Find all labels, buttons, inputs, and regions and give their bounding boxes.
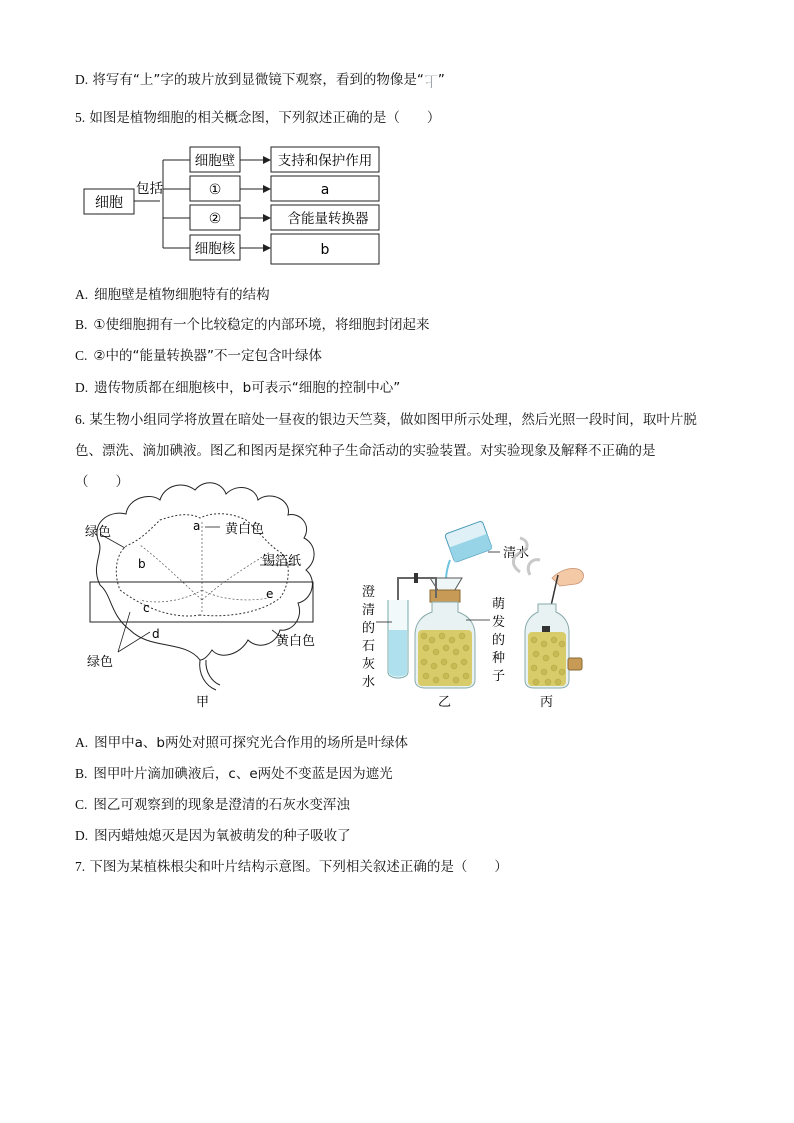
question-text: 如图是植物细胞的相关概念图，下列叙述正确的是（ ） [89, 110, 441, 126]
option-label: D. [75, 828, 89, 843]
question-text: 色、漂洗、滴加碘液。图乙和图丙是探究种子生命活动的实验装置。对实验现象及解释不正确的是 [75, 443, 656, 459]
option-text-end: ” [437, 72, 445, 88]
figure-jia-leaf [85, 483, 315, 710]
function-label-a: a [320, 182, 330, 198]
option-label: A. [75, 735, 89, 750]
svg-text:的: 的 [362, 621, 376, 636]
svg-text:子: 子 [492, 669, 506, 684]
candle-cap [542, 626, 550, 632]
figure-bing-apparatus [513, 538, 583, 710]
label-yellow-top: 黄白色 [225, 522, 265, 537]
svg-text:水: 水 [362, 675, 376, 690]
label-foil: 锡箔纸 [262, 554, 302, 569]
label-green-bottom: 绿色 [87, 655, 114, 670]
option-text: 图甲中a、b两处对照可探究光合作用的场所是叶绿体 [94, 735, 408, 751]
option-text: 图甲叶片滴加碘液后，c、e两处不变蓝是因为遮光 [93, 766, 393, 782]
label-e: e [266, 587, 274, 601]
tube-clip [414, 573, 418, 583]
root-label: 细胞 [95, 195, 123, 211]
limewater [389, 630, 407, 677]
question-number: 7. [75, 859, 86, 874]
label-a: a [193, 519, 201, 533]
q6-option-a [75, 733, 408, 753]
leaf-stalk [200, 660, 216, 690]
option-text: 细胞壁是植物细胞特有的结构 [94, 287, 270, 303]
option-text: 图乙可观察到的现象是澄清的石灰水变浑浊 [93, 797, 350, 813]
connector-label: 包括 [136, 181, 163, 197]
water-stream [446, 560, 450, 580]
part-label-wall: 细胞壁 [194, 153, 236, 169]
q7-stem [75, 857, 508, 877]
option-text: 将写有“上”字的玻片放到显微镜下观察，看到的物像是“ [92, 72, 424, 88]
label-d: d [152, 627, 160, 641]
label-c: c [143, 601, 150, 615]
function-label-b: b [320, 242, 330, 258]
jar-cork [430, 590, 460, 602]
figure-yi-apparatus [362, 521, 529, 710]
option-text: 遗传物质都在细胞核中，b可表示“细胞的控制中心” [94, 380, 401, 396]
option-label: D. [75, 72, 89, 87]
leaf-stalk-edge [206, 660, 220, 685]
label-water: 清水 [503, 546, 530, 561]
label-green-top: 绿色 [85, 525, 112, 540]
svg-text:灰: 灰 [362, 657, 376, 672]
part-label-nucleus: 细胞核 [194, 241, 236, 257]
option-text: ①使细胞拥有一个比较稳定的内部环境，将细胞封闭起来 [93, 317, 430, 333]
svg-text:萌: 萌 [492, 597, 506, 612]
option-label: B. [75, 317, 88, 332]
label-b: b [138, 557, 146, 571]
svg-text:石: 石 [362, 639, 376, 654]
question-number: 6. [75, 412, 86, 427]
question-number: 5. [75, 110, 86, 125]
inverted-character-image: 上 [423, 72, 438, 88]
caption-yi: 乙 [438, 695, 452, 710]
part-label-1: ① [208, 182, 222, 198]
option-text: 图丙蜡烛熄灭是因为氧被萌发的种子吸收了 [94, 828, 351, 844]
label-yellow-right: 黄白色 [276, 634, 316, 649]
option-label: C. [75, 797, 88, 812]
question-text: （ ） [75, 474, 129, 490]
svg-text:种: 种 [492, 651, 506, 666]
q6-option-b [75, 764, 393, 784]
part-label-2: ② [208, 211, 222, 227]
svg-text:澄: 澄 [362, 585, 376, 600]
svg-text:的: 的 [492, 633, 506, 648]
option-label: A. [75, 287, 89, 302]
option-label: D. [75, 380, 89, 395]
option-text: ②中的“能量转换器”不一定包含叶绿体 [93, 348, 322, 364]
caption-jia: 甲 [196, 695, 210, 710]
pouring-beaker [445, 521, 493, 563]
question-text: 某生物小组同学将放置在暗处一昼夜的银边天竺葵，做如图甲所示处理，然后光照一段时间，取叶片脱 [89, 412, 697, 428]
label-limewater [362, 585, 375, 690]
q6-option-d [75, 826, 351, 846]
label-seeds [492, 597, 505, 684]
caption-bing: 丙 [540, 695, 554, 710]
svg-text:清: 清 [362, 603, 376, 618]
option-label: C. [75, 348, 88, 363]
option-label: B. [75, 766, 88, 781]
svg-text:发: 发 [492, 615, 506, 630]
cork-bing [568, 658, 582, 670]
question-text: 下图为某植株根尖和叶片结构示意图。下列相关叙述正确的是（ ） [89, 859, 508, 875]
function-label-3: 含能量转换器 [287, 211, 369, 227]
function-label-1: 支持和保护作用 [277, 153, 373, 169]
q6-option-c [75, 795, 350, 815]
